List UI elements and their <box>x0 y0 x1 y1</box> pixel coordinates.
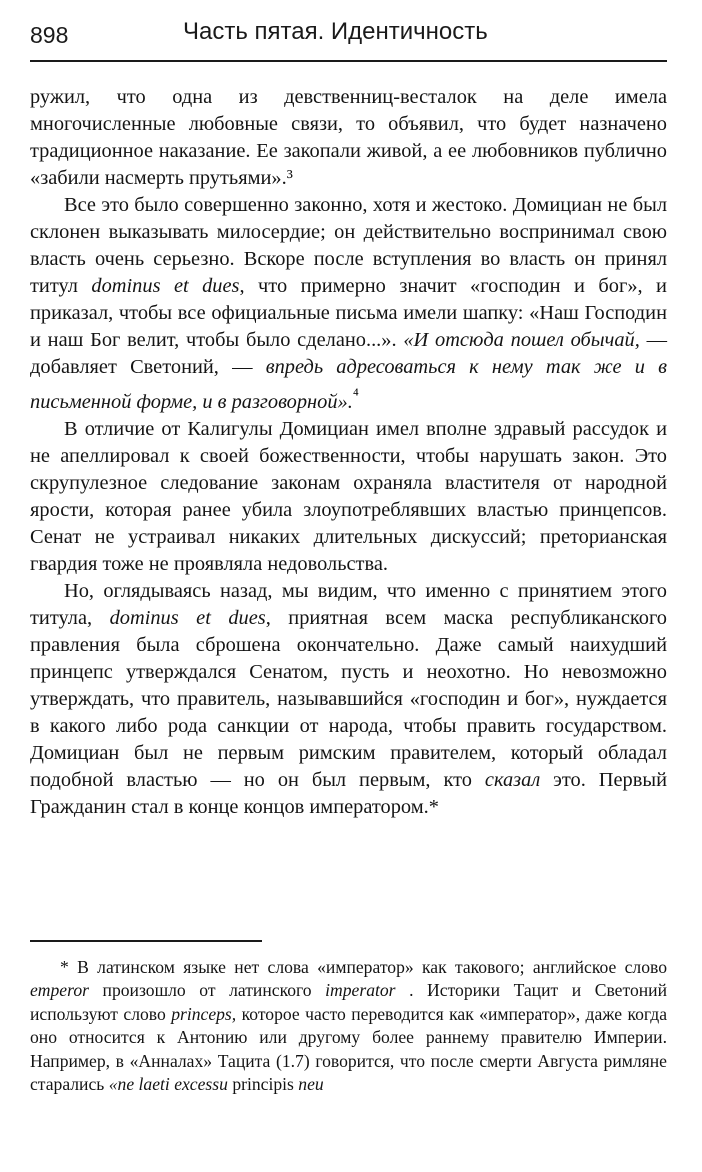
italic-word: emperor <box>30 980 89 1001</box>
italic-word: imperator <box>325 980 396 1001</box>
page-header <box>30 18 670 52</box>
italic-quote: «И отсюда пошел обычай, <box>403 329 640 351</box>
text-run: * В латинском языке нет слова «император» как такового; английское слово <box>60 957 667 977</box>
text-run: произошло от латинского <box>88 980 326 1001</box>
footnote-ref: ⁴ <box>352 385 359 404</box>
italic-word: princeps, <box>171 1003 237 1024</box>
paragraph-2 <box>30 192 667 416</box>
text-run: Но, оглядываясь назад, мы видим, что именно с принятием этого титула, <box>30 579 667 629</box>
latin-title: dominus et dues <box>109 606 266 629</box>
footnote-text <box>30 956 667 1096</box>
paragraph-1: ружил, что одна из девственниц-весталок на деле имела многочисленные любовные связи, то объявил, что будет назначено традиционное наказание. Ее закопали живой, а ее любовников публично «забили насмерть прутьями».³ <box>30 86 667 189</box>
text-run: которое часто переводится как «император», даже когда оно относится к Антонию или другому более раннему правителю Империи. Например, в «Анналах» Тацита (1.7) говорится, что после смерти Августа римляне старались <box>30 1003 667 1095</box>
italic-word: neu <box>298 1074 324 1095</box>
text-run: , приятная всем маска республиканского правления была сброшена окончательно. Даже самый наихудший принцепс утверждался Сенатом, пусть и неохотно. Но невозможно утверждать, что правитель, называвшийся «господин и бог», нуждается в какого либо рода санкции от народа, чтобы править государством. Домициан был не первым римским правителем, который обладал подобной властью — но он был первым, кто <box>30 606 667 791</box>
latin-title: dominus et dues <box>91 275 240 297</box>
footnote <box>30 956 667 1096</box>
text-run: Все это было совершенно законно, хотя и жестоко. Домициан не был склонен выказывать милосердие; он действительно воспринимал свою власть очень серьезно. Вскоре после вступления во власть он принял титул <box>30 194 667 297</box>
text-run: . Историки Тацит и Светоний используют слово <box>30 980 667 1024</box>
text-run: principis <box>227 1074 299 1095</box>
text-run: это. Первый Гражданин стал в конце концов императором.* <box>30 768 667 818</box>
running-head: Часть пятая. Идентичность <box>183 18 488 45</box>
header-rule <box>30 60 667 62</box>
footnote-rule <box>30 940 262 942</box>
italic-word: сказал <box>484 768 541 791</box>
body-text <box>30 84 667 821</box>
italic-quote: впредь адресоваться к нему так же и в письменной форме, и в разговорной». <box>30 356 667 413</box>
paragraph-3: В отличие от Калигулы Домициан имел вполне здравый рассудок и не апеллировал к своей божественности, чтобы нарушать закон. Это скрупулезное следование законам охраняла властителя от народной ярости, которая ранее убила злоупотреблявших властью принцепсов. Сенат не устраивал никаких длительных дискуссий; преторианская гвардия тоже не проявляла недовольства. <box>30 417 667 575</box>
italic-word: «ne laeti excessu <box>108 1074 228 1095</box>
paragraph-4 <box>30 578 667 821</box>
text-run: , что примерно значит «господин и бог», и приказал, чтобы все официальные письма имели шапку: «Наш Господин и наш Бог велит, чтобы было сделано...». <box>30 275 667 351</box>
page-number: 898 <box>30 22 69 48</box>
text-run: — добавляет Светоний, — <box>30 329 667 378</box>
